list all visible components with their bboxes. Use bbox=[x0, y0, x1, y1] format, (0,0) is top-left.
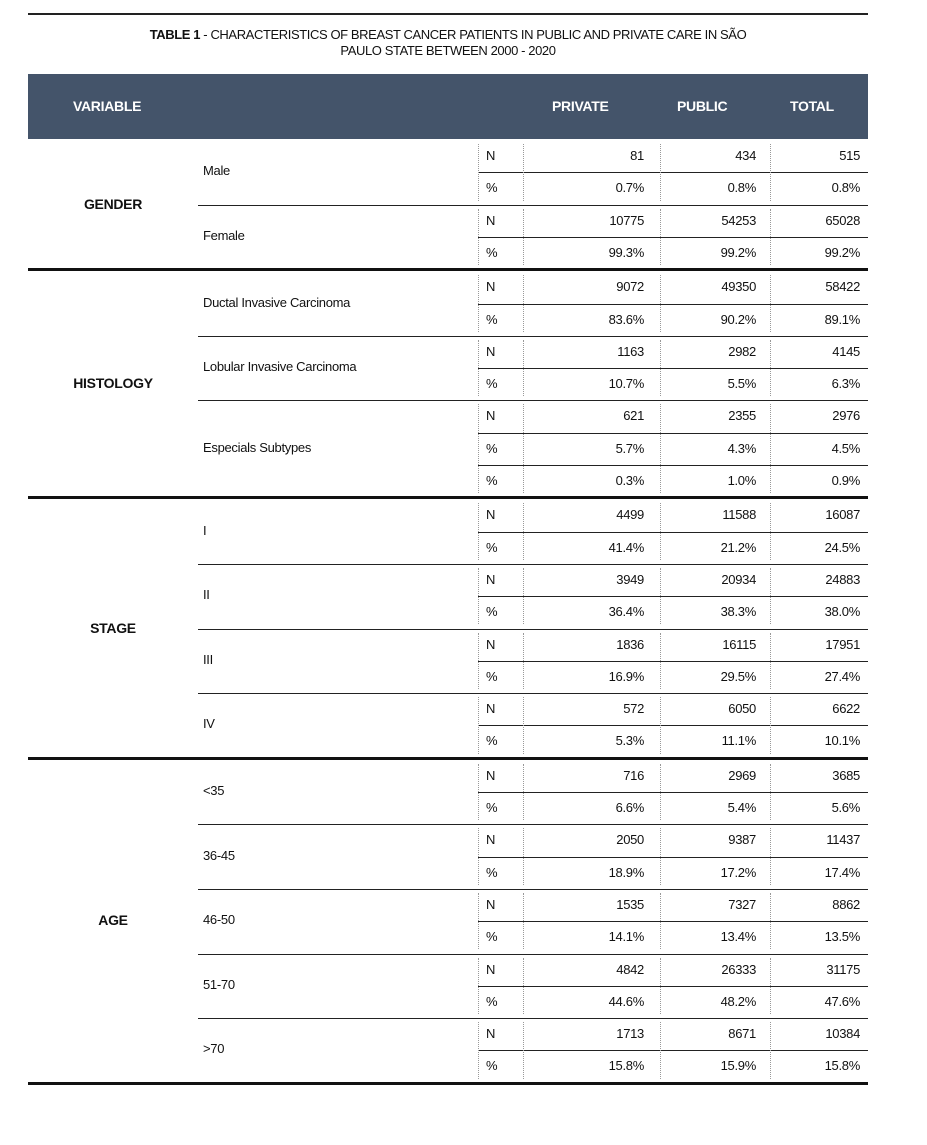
row-divider bbox=[478, 433, 868, 434]
row-divider bbox=[478, 661, 868, 662]
column-guide bbox=[770, 633, 771, 690]
table-cell: 8671 bbox=[728, 1026, 756, 1042]
table-title bbox=[28, 27, 868, 59]
row-divider bbox=[478, 304, 868, 305]
table-cell: 89.1% bbox=[824, 311, 860, 327]
row-type-label: N bbox=[486, 767, 496, 783]
table-cell: 20934 bbox=[721, 571, 756, 587]
subgroup-label: <35 bbox=[203, 783, 225, 798]
row-type-label: N bbox=[486, 701, 496, 717]
subgroup-label: Lobular Invasive Carcinoma bbox=[203, 359, 357, 375]
row-type-label: N bbox=[486, 961, 496, 977]
column-guide bbox=[523, 340, 524, 397]
row-type-label: N bbox=[486, 1026, 496, 1042]
row-type-label: % bbox=[486, 473, 498, 488]
table-cell: 4145 bbox=[832, 343, 860, 359]
table-cell: 24.5% bbox=[824, 539, 860, 555]
table-cell: 6050 bbox=[728, 701, 756, 717]
row-divider bbox=[478, 532, 868, 533]
subgroup-label: Especials Subtypes bbox=[203, 439, 312, 455]
table-cell: 1535 bbox=[616, 896, 644, 912]
group-divider bbox=[28, 496, 868, 499]
column-guide bbox=[660, 275, 661, 332]
table-cell: 10775 bbox=[609, 212, 644, 228]
table-cell: 2355 bbox=[728, 408, 756, 424]
column-guide bbox=[523, 275, 524, 332]
row-type-label: % bbox=[486, 376, 498, 392]
row-type-label: % bbox=[486, 1058, 498, 1074]
table-cell: 5.6% bbox=[831, 800, 860, 815]
column-guide bbox=[478, 568, 479, 625]
column-guide bbox=[478, 828, 479, 885]
table-cell: 44.6% bbox=[608, 993, 644, 1009]
table-cell: 38.3% bbox=[720, 604, 756, 620]
subgroup-label: III bbox=[203, 651, 213, 667]
table-cell: 17.2% bbox=[720, 864, 756, 880]
table-cell: 16115 bbox=[722, 636, 756, 652]
subgroup-label: Male bbox=[203, 163, 230, 179]
column-guide bbox=[660, 568, 661, 625]
column-guide bbox=[478, 209, 479, 266]
column-guide bbox=[770, 958, 771, 1015]
table-cell: 14.1% bbox=[608, 929, 644, 945]
row-type-label: % bbox=[486, 993, 498, 1009]
column-guide bbox=[660, 893, 661, 950]
table-cell: 90.2% bbox=[720, 311, 756, 327]
group-label: GENDER bbox=[83, 195, 143, 212]
table-title-line1: - CHARACTERISTICS OF BREAST CANCER PATIENTS IN PUBLIC AND PRIVATE CARE IN SÃO bbox=[200, 27, 747, 42]
table-cell: 5.3% bbox=[615, 733, 644, 749]
column-guide bbox=[660, 503, 661, 560]
group-label: STAGE bbox=[90, 619, 136, 636]
table-cell: 21.2% bbox=[720, 539, 756, 555]
row-divider bbox=[478, 1050, 868, 1051]
table-cell: 10.1% bbox=[824, 733, 860, 749]
table-cell: 572 bbox=[623, 701, 644, 717]
table-cell: 4842 bbox=[616, 961, 644, 977]
table-header bbox=[28, 74, 868, 139]
table-cell: 15.8% bbox=[608, 1058, 644, 1074]
subgroup-divider bbox=[198, 336, 868, 337]
table-cell: 4.3% bbox=[727, 440, 756, 456]
subgroup-label: Ductal Invasive Carcinoma bbox=[203, 294, 351, 310]
group-divider bbox=[28, 757, 868, 760]
table-cell: 27.4% bbox=[824, 668, 860, 684]
column-guide bbox=[478, 893, 479, 950]
column-guide bbox=[523, 893, 524, 950]
table-cell: 83.6% bbox=[608, 311, 644, 327]
column-guide bbox=[523, 958, 524, 1015]
row-type-label: % bbox=[486, 180, 498, 196]
table-cell: 7327 bbox=[728, 896, 756, 912]
table-cell: 621 bbox=[623, 408, 644, 424]
table-cell: 5.4% bbox=[727, 800, 756, 815]
column-guide bbox=[660, 340, 661, 397]
table-cell: 6.6% bbox=[615, 800, 644, 815]
table-cell: 6622 bbox=[832, 701, 860, 717]
table-cell: 3685 bbox=[832, 767, 860, 783]
column-guide bbox=[660, 1022, 661, 1079]
table-title-line2: PAULO STATE BETWEEN 2000 - 2020 bbox=[340, 43, 556, 58]
column-guide bbox=[660, 958, 661, 1015]
subgroup-divider bbox=[198, 889, 868, 890]
table-cell: 1836 bbox=[616, 636, 644, 652]
table-cell: 8862 bbox=[832, 896, 860, 912]
subgroup-label: >70 bbox=[203, 1041, 225, 1057]
header-public: PUBLIC bbox=[677, 98, 728, 114]
table-cell: 9387 bbox=[728, 832, 756, 848]
table-cell: 11588 bbox=[722, 507, 756, 523]
column-guide bbox=[523, 404, 524, 493]
table-cell: 13.5% bbox=[824, 929, 860, 945]
table-cell: 2976 bbox=[832, 408, 860, 424]
column-guide bbox=[478, 958, 479, 1015]
table-cell: 24883 bbox=[825, 571, 860, 587]
table-cell: 515 bbox=[839, 148, 860, 163]
table-cell: 38.0% bbox=[824, 604, 860, 620]
column-guide bbox=[660, 144, 661, 201]
table-cell: 99.2% bbox=[720, 244, 756, 260]
table-cell: 47.6% bbox=[824, 993, 860, 1009]
row-type-label: % bbox=[486, 311, 498, 327]
column-guide bbox=[523, 1022, 524, 1079]
table-cell: 18.9% bbox=[608, 864, 644, 880]
column-guide bbox=[523, 568, 524, 625]
row-type-label: N bbox=[486, 343, 496, 359]
subgroup-label: 46-50 bbox=[203, 912, 235, 928]
table-cell: 15.8% bbox=[824, 1058, 860, 1074]
table-cell: 65028 bbox=[825, 212, 860, 228]
column-guide bbox=[523, 144, 524, 201]
column-guide bbox=[770, 893, 771, 950]
group-divider bbox=[28, 1082, 868, 1085]
column-guide bbox=[478, 144, 479, 201]
table-cell: 29.5% bbox=[720, 668, 756, 684]
column-guide bbox=[770, 764, 771, 821]
column-guide bbox=[478, 275, 479, 332]
column-guide bbox=[478, 1022, 479, 1079]
table-cell: 1.0% bbox=[727, 473, 756, 488]
subgroup-divider bbox=[198, 629, 868, 630]
subgroup-label: 36-45 bbox=[203, 847, 235, 863]
table-cell: 31175 bbox=[826, 961, 860, 977]
column-guide bbox=[770, 503, 771, 560]
subgroup-divider bbox=[198, 564, 868, 565]
row-divider bbox=[478, 368, 868, 369]
row-type-label: N bbox=[486, 636, 496, 652]
table-cell: 4499 bbox=[616, 507, 644, 523]
table-cell: 16.9% bbox=[608, 668, 644, 684]
row-divider bbox=[478, 921, 868, 922]
subgroup-divider bbox=[198, 824, 868, 825]
row-type-label: % bbox=[486, 800, 498, 815]
row-type-label: N bbox=[486, 571, 496, 587]
table-cell: 4.5% bbox=[831, 440, 860, 456]
column-guide bbox=[478, 764, 479, 821]
header-private: PRIVATE bbox=[552, 98, 609, 114]
table-cell: 41.4% bbox=[608, 539, 644, 555]
row-divider bbox=[478, 172, 868, 173]
column-guide bbox=[478, 697, 479, 754]
table-cell: 99.3% bbox=[608, 244, 644, 260]
table-cell: 1713 bbox=[616, 1026, 644, 1042]
header-total: TOTAL bbox=[790, 98, 834, 114]
table-cell: 11437 bbox=[826, 832, 860, 848]
table-cell: 13.4% bbox=[720, 929, 756, 945]
table-cell: 10.7% bbox=[608, 376, 644, 392]
table-cell: 0.9% bbox=[831, 473, 860, 488]
column-guide bbox=[770, 1022, 771, 1079]
column-guide bbox=[660, 209, 661, 266]
column-guide bbox=[660, 697, 661, 754]
row-type-label: % bbox=[486, 539, 498, 555]
table-cell: 58422 bbox=[825, 279, 860, 295]
row-type-label: N bbox=[486, 408, 496, 424]
row-divider bbox=[478, 986, 868, 987]
table-cell: 0.8% bbox=[831, 180, 860, 196]
column-guide bbox=[660, 633, 661, 690]
top-rule bbox=[28, 13, 868, 15]
row-divider bbox=[478, 792, 868, 793]
table-cell: 1163 bbox=[617, 343, 644, 359]
table-cell: 17.4% bbox=[824, 864, 860, 880]
row-type-label: N bbox=[486, 832, 496, 848]
column-guide bbox=[523, 697, 524, 754]
subgroup-label: IV bbox=[203, 716, 215, 732]
column-guide bbox=[770, 404, 771, 493]
subgroup-divider bbox=[198, 400, 868, 401]
table-cell: 17951 bbox=[825, 636, 860, 652]
table-cell: 5.7% bbox=[615, 440, 644, 456]
subgroup-label: II bbox=[203, 587, 210, 603]
column-guide bbox=[770, 697, 771, 754]
row-divider bbox=[478, 857, 868, 858]
column-guide bbox=[660, 764, 661, 821]
table-cell: 48.2% bbox=[720, 993, 756, 1009]
row-type-label: % bbox=[486, 864, 498, 880]
subgroup-label: Female bbox=[203, 227, 245, 243]
table-cell: 49350 bbox=[721, 279, 756, 295]
table-cell: 9072 bbox=[616, 279, 644, 295]
table-cell: 81 bbox=[630, 148, 644, 163]
subgroup-divider bbox=[198, 1018, 868, 1019]
table-cell: 2969 bbox=[728, 767, 756, 783]
row-type-label: N bbox=[486, 279, 496, 295]
column-guide bbox=[523, 828, 524, 885]
row-type-label: % bbox=[486, 244, 498, 260]
table-cell: 36.4% bbox=[608, 604, 644, 620]
row-type-label: % bbox=[486, 440, 498, 456]
column-guide bbox=[478, 633, 479, 690]
row-type-label: % bbox=[486, 668, 498, 684]
table-cell: 16087 bbox=[825, 507, 860, 523]
subgroup-label: 51-70 bbox=[203, 976, 235, 992]
row-type-label: % bbox=[486, 604, 498, 620]
table-cell: 716 bbox=[623, 767, 644, 783]
row-type-label: N bbox=[486, 212, 496, 228]
table-cell: 0.8% bbox=[727, 180, 756, 196]
column-guide bbox=[523, 503, 524, 560]
column-guide bbox=[523, 209, 524, 266]
subgroup-label: I bbox=[203, 522, 207, 538]
table-cell: 2982 bbox=[728, 343, 756, 359]
table-cell: 0.7% bbox=[615, 180, 644, 196]
row-divider bbox=[478, 725, 868, 726]
column-guide bbox=[660, 828, 661, 885]
table-cell: 26333 bbox=[721, 961, 756, 977]
table-cell: 3949 bbox=[616, 571, 644, 587]
column-guide bbox=[770, 144, 771, 201]
table-cell: 99.2% bbox=[824, 244, 860, 260]
column-guide bbox=[523, 633, 524, 690]
subgroup-divider bbox=[198, 954, 868, 955]
table-cell: 0.3% bbox=[615, 473, 644, 488]
group-label: HISTOLOGY bbox=[73, 375, 153, 392]
column-guide bbox=[770, 568, 771, 625]
table-cell: 54253 bbox=[721, 212, 756, 228]
table-title-prefix: TABLE 1 bbox=[149, 27, 201, 42]
column-guide bbox=[523, 764, 524, 821]
row-type-label: % bbox=[486, 733, 498, 749]
column-guide bbox=[478, 340, 479, 397]
table-cell: 6.3% bbox=[831, 376, 860, 392]
column-guide bbox=[660, 404, 661, 493]
subgroup-divider bbox=[198, 693, 868, 694]
table-cell: 5.5% bbox=[727, 376, 756, 392]
table-cell: 434 bbox=[735, 148, 756, 163]
column-guide bbox=[770, 275, 771, 332]
group-divider bbox=[28, 268, 868, 271]
table-cell: 10384 bbox=[825, 1026, 860, 1042]
table-cell: 11.1% bbox=[721, 733, 756, 749]
group-label: AGE bbox=[98, 912, 128, 929]
row-type-label: N bbox=[486, 507, 496, 523]
row-type-label: % bbox=[486, 929, 498, 945]
column-guide bbox=[770, 340, 771, 397]
row-divider bbox=[478, 237, 868, 238]
header-variable: VARIABLE bbox=[73, 98, 142, 114]
row-divider bbox=[478, 465, 868, 466]
subgroup-divider bbox=[198, 205, 868, 206]
row-divider bbox=[478, 596, 868, 597]
column-guide bbox=[770, 828, 771, 885]
column-guide bbox=[770, 209, 771, 266]
row-type-label: N bbox=[486, 896, 496, 912]
table-cell: 15.9% bbox=[720, 1058, 756, 1074]
table-cell: 2050 bbox=[616, 832, 644, 848]
column-guide bbox=[478, 404, 479, 493]
column-guide bbox=[478, 503, 479, 560]
row-type-label: N bbox=[486, 148, 496, 163]
